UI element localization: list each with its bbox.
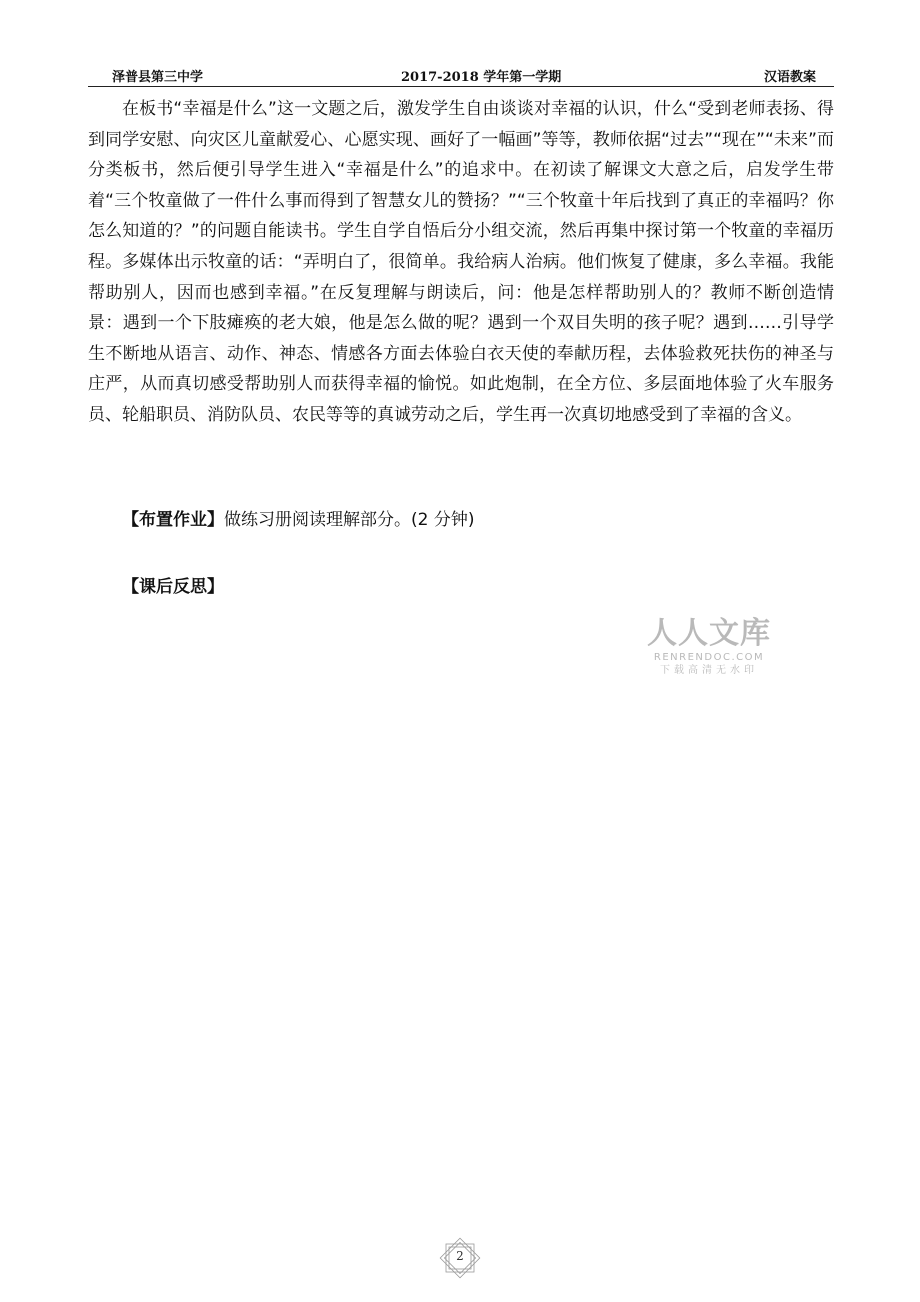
page-number-badge [436, 1234, 484, 1282]
watermark-subtitle: 下载高清无水印 [660, 665, 758, 676]
watermark [644, 616, 774, 678]
homework-line [122, 505, 474, 530]
document-type: 汉语教案 [763, 70, 816, 85]
term-label: 2017-2018 学年第一学期 [401, 70, 562, 85]
page-number: 2 [456, 1249, 464, 1263]
lesson-paragraph: 在板书“幸福是什么”这一文题之后，激发学生自由谈谈对幸福的认识，什么“受到老师表扬、得到同学安慰、向灾区儿童献爱心、心愿实现、画好了一幅画”等等，教师依据“过去”“现在”“未来”而分类板书，然后便引导学生进入“幸福是什么”的追求中。在初读了解课文大意之后，启发学生带着“三个牧童做了一件什么事而得到了智慧女儿的赞扬？”“三个牧童十年后找到了真正的幸福吗？你怎么知道的？”的问题自能读书。学生自学自悟后分小组交流，然后再集中探讨第一个牧童的幸福历程。多媒体出示牧童的话：“弄明白了，很简单。我给病人治病。他们恢复了健康，多么幸福。我能帮助别人，因而也感到幸福。”在反复理解与朗读后，问：他是怎样帮助别人的？教师不断创造情景：遇到一个下肢瘫痪的老大娘，他是怎么做的呢？遇到一个双目失明的孩子呢？遇到……引导学生不断地从语言、动作、神态、情感各方面去体验白衣天使的奉献历程，去体验救死扶伤的神圣与庄严，从而真切感受帮助别人而获得幸福的愉悦。如此炮制，在全方位、多层面地体验了火车服务员、轮船职员、消防队员、农民等等的真诚劳动之后，学生再一次真切地感受到了幸福的含义。 [88, 99, 834, 425]
homework-text: 做练习册阅读理解部分。(2 分钟) [224, 510, 475, 530]
school-name: 泽普县第三中学 [112, 70, 204, 85]
reflection-heading: 【课后反思】 [122, 577, 224, 597]
page-header [88, 64, 834, 87]
watermark-domain: RENRENDOC.COM [653, 652, 765, 663]
watermark-title: 人人文库 [647, 616, 771, 651]
homework-label: 【布置作业】 [122, 510, 224, 530]
